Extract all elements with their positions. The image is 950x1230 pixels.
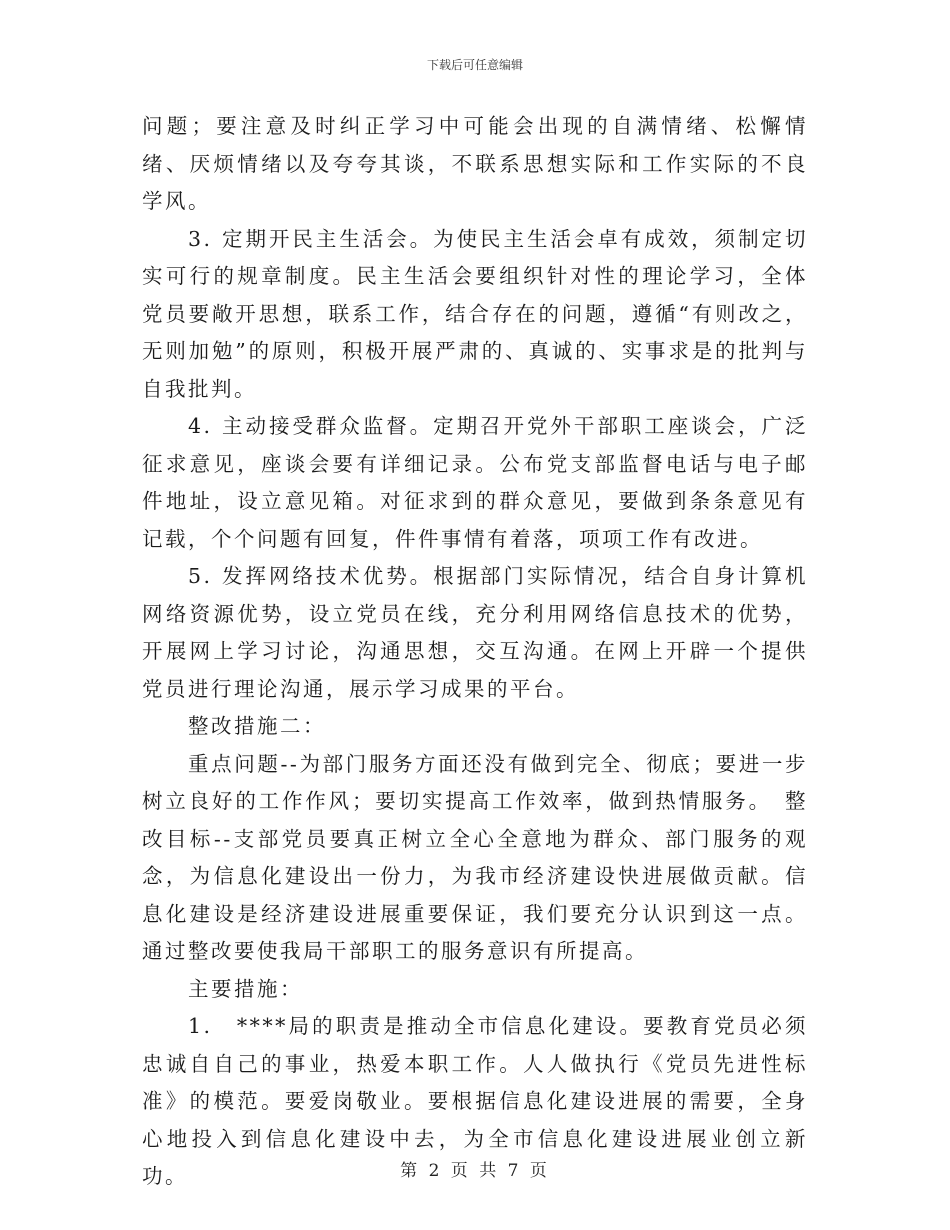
paragraph-item-3: 3. 定期开民主生活会。为使民主生活会卓有成效，须制定切实可行的规章制度。民主生活会要组织针对性的理论学习，全体党员要敞开思想，联系工作，结合存在的问题，遵循“有则改之，无则加勉”的原则，积极开展严肃的、真诚的、实事求是的批判与自我批判。 bbox=[142, 226, 808, 401]
paragraph-measure-1: 1. ****局的职责是推动全市信息化建设。要教育党员必须忠诚自自己的事业，热爱本职工作。人人做执行《党员先进性标准》的模范。要爱岗敬业。要根据信息化建设进展的需要，全身心地投入到信息化建设中去，为全市信息化建设进展业创立新功。 bbox=[142, 1014, 808, 1188]
page-header: 下载后可任意编辑 bbox=[426, 58, 523, 72]
paragraph-item-4: 4. 主动接受群众监督。定期召开党外干部职工座谈会，广泛征求意见，座谈会要有详细记录。公布党支部监督电话与电子邮件地址，设立意见箱。对征求到的群众意见，要做到条条意见有记载，个个问题有回复，件件事情有着落，项项工作有改进。 bbox=[142, 414, 808, 551]
section-heading-measure-two: 整改措施二： bbox=[188, 714, 326, 738]
paragraph-item-5: 5. 发挥网络技术优势。根据部门实际情况，结合自身计算机网络资源优势，设立党员在线，充分利用网络信息技术的优势，开展网上学习讨论，沟通思想，交互沟通。在网上开辟一个提供党员进行理论沟通，展示学习成果的平台。 bbox=[142, 564, 808, 701]
paragraph-key-issue: 重点问题--为部门服务方面还没有做到完全、彻底；要进一步树立良好的工作作风；要切实提高工作效率，做到热情服务。 整改目标--支部党员要真正树立全心全意地为群众、部门服务的观念，为信息化建设出一份力，为我市经济建设快进展做贡献。信息化建设是经济建设进展重要保证，我们要充分认识到这一点。通过整改要使我局干部职工的服务意识有所提高。 bbox=[142, 751, 808, 963]
paragraph-continuation: 问题；要注意及时纠正学习中可能会出现的自满情绪、松懈情绪、厌烦情绪以及夸夸其谈，不联系思想实际和工作实际的不良学风。 bbox=[142, 114, 808, 213]
section-heading-main-measures: 主要措施： bbox=[188, 976, 303, 1001]
document-body bbox=[142, 108, 808, 1196]
page-number-footer: 第 2 页 共 7 页 bbox=[400, 1161, 550, 1181]
